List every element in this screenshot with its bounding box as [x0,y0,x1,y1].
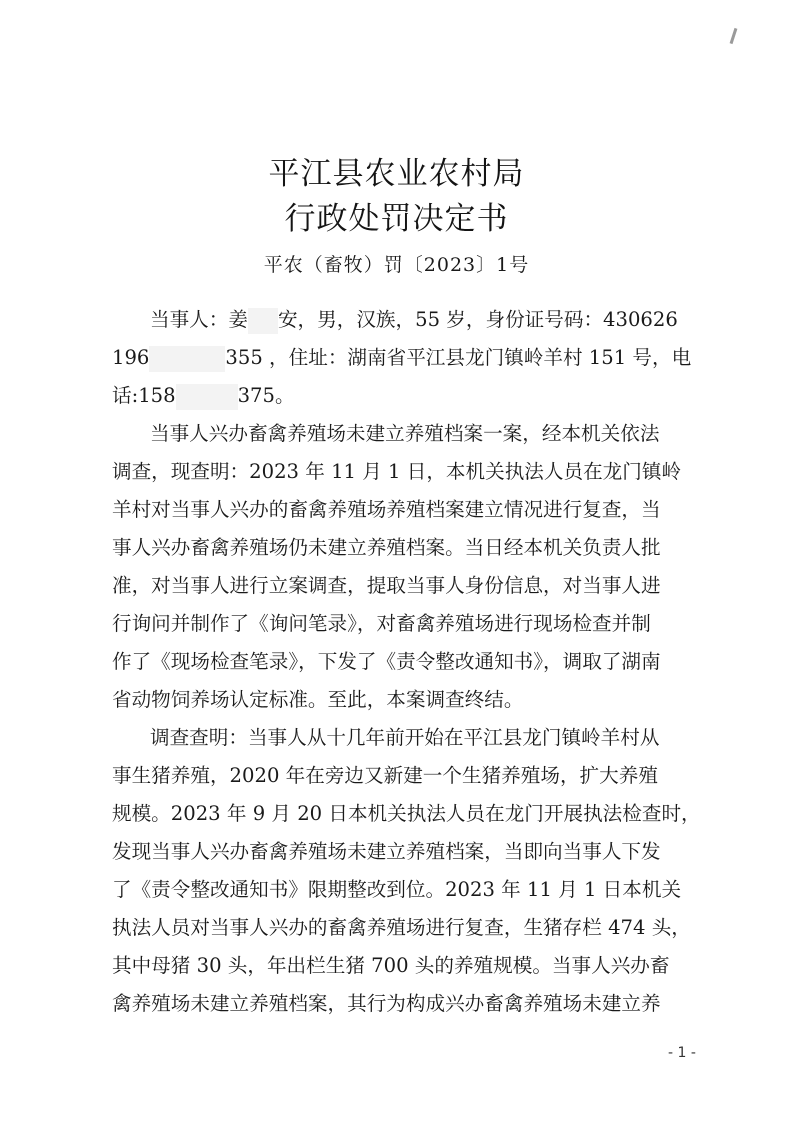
document-number: 平农（畜牧）罚〔2023〕1号 [263,254,530,276]
paragraph-line: 禽养殖场未建立养殖档案，其行为构成兴办畜禽养殖场未建立养 [112,992,661,1015]
agency-title: 平江县农业农村局 [268,156,525,192]
party-line [112,381,295,411]
paragraph-line: 准，对当事人进行立案调查，提取当事人身份信息，对当事人进 [112,574,661,597]
paragraph-line: 羊村对当事人兴办的畜禽养殖场养殖档案建立情况进行复查，当 [112,498,661,521]
redaction-block [176,384,238,410]
party-text: 当事人：姜 [150,308,248,331]
paragraph-line: 事生猪养殖，2020 年在旁边又新建一个生猪养殖场，扩大养殖 [112,764,658,787]
paragraph-line: 规模。2023 年 9 月 20 日本机关执法人员在龙门开展执法检查时， [112,802,701,825]
paragraph-line: 当事人兴办畜禽养殖场未建立养殖档案一案，经本机关依法 [150,422,660,445]
document-title: 行政处罚决定书 [284,201,509,237]
paragraph-line: 调查查明：当事人从十几年前开始在平江县龙门镇岭羊村从 [150,726,660,749]
paragraph-line: 作了《现场检查笔录》，下发了《责令整改通知书》，调取了湖南 [112,650,661,673]
paragraph-line: 事人兴办畜禽养殖场仍未建立养殖档案。当日经本机关负责人批 [112,536,661,559]
paragraph-line: 省动物饲养场认定标准。至此，本案调查终结。 [112,688,524,711]
paragraph-line: 其中母猪 30 头，年出栏生猪 700 头的养殖规模。当事人兴办畜 [112,954,670,977]
paragraph-line: 发现当事人兴办畜禽养殖场未建立养殖档案，当即向当事人下发 [112,840,661,863]
paragraph-line: 执法人员对当事人兴办的畜禽养殖场进行复查，生猪存栏 474 头， [112,916,691,939]
paragraph-line: 行询问并制作了《询问笔录》，对畜禽养殖场进行现场检查并制 [112,612,651,635]
paragraph-line: 调查，现查明：2023 年 11 月 1 日，本机关执法人员在龙门镇岭 [112,460,682,483]
pen-mark [730,28,738,44]
party-text: 196 [112,346,150,369]
party-line [150,305,678,335]
party-text: 话:158 [112,384,176,407]
redaction-block [149,346,225,372]
redaction-block [248,308,278,334]
party-text: 375。 [237,384,295,407]
party-text: 安，男，汉族，55 岁，身份证号码：430626 [277,308,678,331]
page-number: - 1 - [668,1045,696,1061]
paragraph-line: 了《责令整改通知书》限期整改到位。2023 年 11 月 1 日本机关 [112,878,682,901]
party-line [112,343,691,373]
party-text: 355 ，住址：湖南省平江县龙门镇岭羊村 151 号，电 [225,346,692,369]
